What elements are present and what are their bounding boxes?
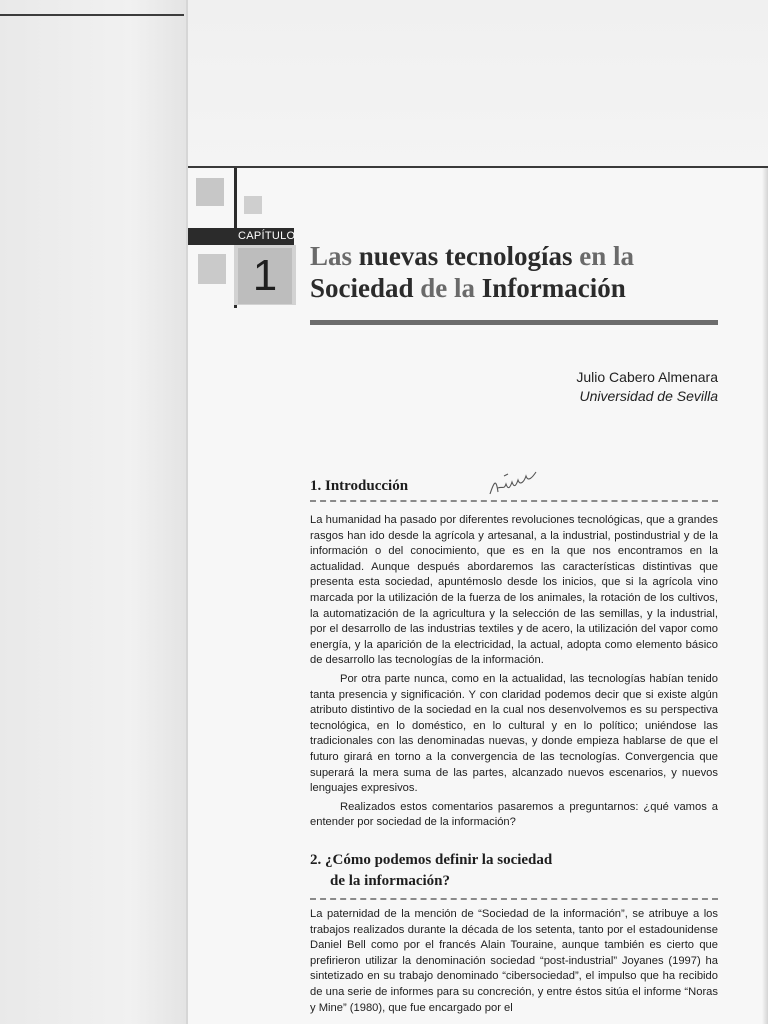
title-segment: Sociedad (310, 273, 421, 303)
page-edge-shadow (762, 168, 768, 1024)
title-line-1 (310, 241, 634, 271)
title-line-2 (310, 273, 626, 303)
left-scanned-sheet (0, 0, 186, 1024)
decorative-square (196, 178, 224, 206)
decorative-square (244, 196, 262, 214)
section-2-body (310, 907, 718, 1016)
paragraph: Por otra parte nunca, como en la actualidad, las tecnologías habían tenido tanta presencia y significación. Y con claridad podemos decir que si existe algún atributo distintivo de la sociedad en la cual nos desenvolvemos es su perspectiva tecnológica, en lo doméstico, en lo cultural y en lo político; uniéndose las tradicionales con las denominadas nuevas, y donde empieza hablarse de que el futuro girará en torno a la convergencia de las tecnologías. Convergencia que superará la mera suma de las partes, alcanzado nuevos escenarios, y nuevos lenguajes expresivos. (310, 672, 718, 795)
section-heading-line: 2. ¿Cómo podemos definir la sociedad (310, 852, 553, 868)
chapter-number: 1 (238, 248, 292, 304)
title-segment: Las (310, 241, 359, 271)
chapter-label: CAPÍTULO (238, 230, 296, 242)
author-name: Julio Cabero Almenara (576, 369, 718, 385)
title-segment: en la (579, 241, 635, 271)
document-page (188, 168, 768, 1024)
author-affiliation: Universidad de Sevilla (579, 388, 718, 404)
section-heading-introduccion: 1. Introducción (310, 478, 409, 494)
paragraph: La paternidad de la mención de “Sociedad de la información”, se atribuye a los trabajos realizados durante la década de los setenta, tanto por el estadounidense Daniel Bell como por el francés Alain Touraine, aunque también es cierto que prefirieron utilizar la denominación sociedad “post-industrial” Joyanes (1997) ha sintetizado en su trabajo denominado “cibersociedad”, el impulso que ha recibido de una serie de informes para su concreción, y entre éstos sitúa el informe “Noras y Mine” (1980), que fue encargado por el (310, 908, 718, 1014)
section-1-body (310, 513, 718, 831)
title-segment: de la (420, 273, 482, 303)
chapter-title (310, 240, 730, 304)
title-segment: Información (481, 273, 626, 303)
title-underline-bar (310, 320, 718, 325)
paragraph: La humanidad ha pasado por diferentes revoluciones tecnológicas, que a grandes rasgos han ido desde la agrícola y artesanal, a la industrial, postindustrial y de la información o del conocimiento, que es en la que nos encontramos en la actualidad. Aunque después abordaremos las características distintivas que presenta esta sociedad, apuntémoslo desde los inicios, que si la agrícola vino marcada por la utilización de la fuerza de los animales, la rotación de los cultivos, la automatización de la agricultura y la selección de las semillas, y la industrial, por el desarrollo de las industrias textiles y de acero, la utilización del vapor como energía, y la aparición de la electricidad, la actual, adopta como elemento básico de desarrollo las tecnologías de la información. (310, 514, 718, 667)
section-heading-line: de la información? (330, 873, 450, 889)
section-divider (310, 500, 718, 502)
section-divider (310, 898, 718, 900)
top-scanned-sheet (186, 0, 768, 176)
section-heading-definicion (310, 850, 552, 892)
author-block (488, 368, 718, 406)
decorative-square (198, 254, 226, 284)
sheet-edge-line (0, 14, 184, 16)
title-segment: nuevas tecnologías (358, 241, 580, 271)
handwritten-annotation (486, 464, 546, 504)
paragraph: Realizados estos comentarios pasaremos a preguntarnos: ¿qué vamos a entender por sociedad de la información? (310, 800, 718, 829)
